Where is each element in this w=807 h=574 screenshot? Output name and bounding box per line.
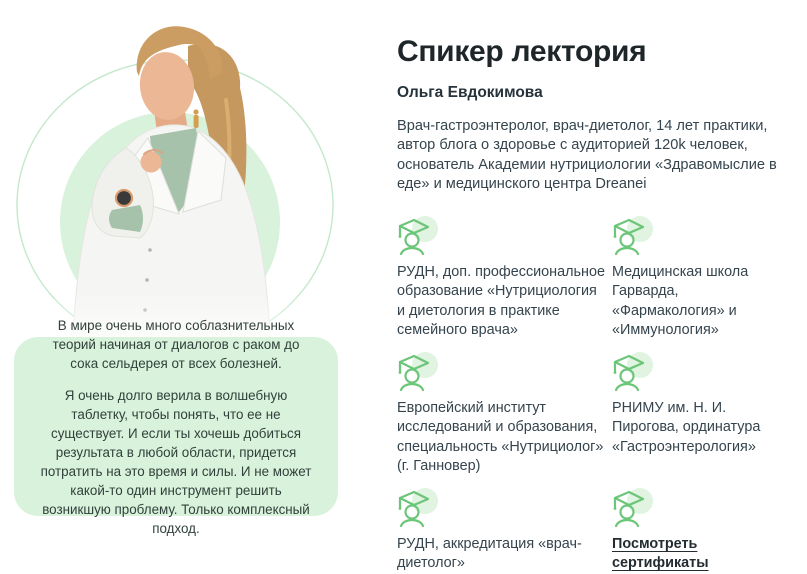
graduation-cap-icon	[397, 488, 439, 528]
quote-paragraph: В мире очень много соблазнительных теорий начиная от диалогов с раком до сока сельдерея от всех болезней.	[52, 317, 300, 371]
speaker-info	[397, 0, 797, 574]
speaker-photo	[0, 0, 390, 356]
page-title: Спикер лектория	[397, 35, 647, 68]
graduation-cap-icon	[612, 488, 654, 528]
graduation-cap-icon	[397, 352, 439, 392]
credential-text: Европейский институт исследований и образования, специальность «Нутрициолог» (г. Ганновер)	[397, 399, 604, 475]
speaker-photo-area	[0, 0, 390, 571]
credential-item	[397, 352, 612, 477]
speaker-bio: Врач-гастроэнтеролог, врач-диетолог, 14 лет практики, автор блога о здоровье с аудиторией 120k человек, основатель Академии нутрициологии «Здравомыслие в еде» и медицинского центра Dreanei	[397, 117, 777, 193]
credential-text: РУДН, аккредитация «врач-диетолог»	[397, 535, 582, 572]
credential-text: Медицинская школа Гарварда, «Фармакология» и «Иммунология»	[612, 263, 749, 339]
speaker-name: Ольга Евдокимова	[397, 83, 543, 101]
credential-text: РНИМУ им. Н. И. Пирогова, ординатура «Гастроэнтерология»	[612, 399, 761, 455]
quote-box	[14, 317, 338, 536]
credential-item	[612, 352, 792, 477]
credential-text: РУДН, доп. профессиональное образование «Нутрициология и диетология в практике семейного врача»	[397, 263, 605, 339]
woman-figure	[55, 26, 315, 356]
graduation-cap-icon	[397, 216, 439, 256]
view-certificates-link[interactable]: Посмотреть сертификаты	[612, 535, 709, 572]
quote-paragraph: Я очень долго верила в волшебную таблетку, чтобы понять, что ее не существует. И если ты хочешь добиться результата в любой области, придется потратить на это время и силы. И не может какой-то один инструмент решить возникшую проблему. Только комплексный подход.	[40, 387, 312, 536]
credential-item	[397, 488, 612, 574]
credential-item	[612, 488, 792, 574]
credential-item	[397, 216, 612, 341]
credentials-grid	[397, 216, 797, 574]
graduation-cap-icon	[612, 352, 654, 392]
credential-item	[612, 216, 792, 341]
graduation-cap-icon	[612, 216, 654, 256]
